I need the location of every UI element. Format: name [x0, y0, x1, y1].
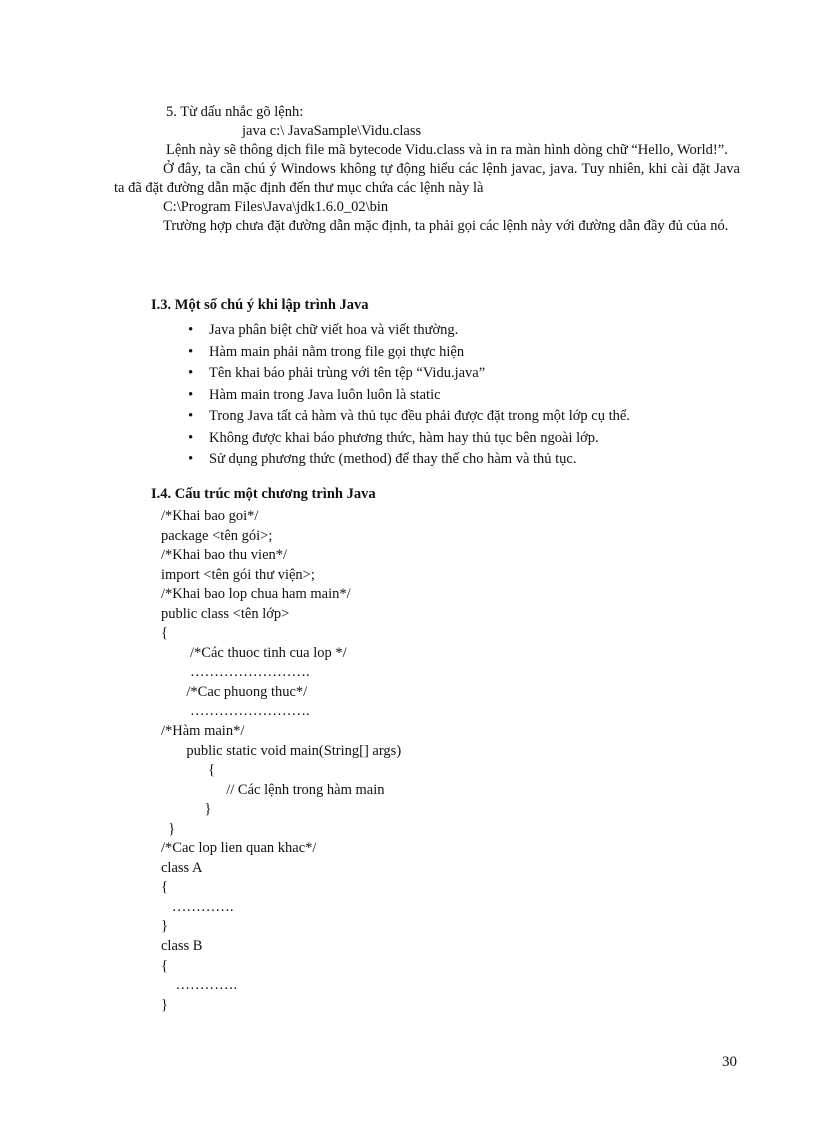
step5-command: java c:\ JavaSample\Vidu.class: [242, 123, 422, 139]
code-line: }: [161, 918, 168, 935]
step5-note: Ở đây, ta cần chú ý Windows không tự động hiểu các lệnh javac, java. Tuy nhiên, khi cài đặt Java ta đã đặt đường dẫn mặc định đến thư mục chứa các lệnh này là: [114, 161, 740, 196]
code-line: …………………….: [161, 664, 310, 681]
page-number: 30: [722, 1054, 737, 1070]
section-i3-heading: I.3. Một số chú ý khi lập trình Java: [151, 297, 369, 313]
code-line: class B: [161, 938, 203, 955]
list-item: • Trong Java tất cả hàm và thủ tục đều phải được đặt trong một lớp cụ thể.: [188, 406, 630, 428]
code-line: }: [161, 996, 168, 1013]
step5-block: [114, 103, 740, 236]
code-line: }: [161, 801, 212, 818]
code-line: // Các lệnh trong hàm main: [161, 781, 385, 798]
code-line: {: [161, 879, 168, 896]
list-item: • Hàm main trong Java luôn luôn là static: [188, 385, 630, 407]
list-item: • Sử dụng phương thức (method) để thay thế cho hàm và thủ tục.: [188, 449, 630, 471]
step5-fallback: Trường hợp chưa đặt đường dẫn mặc định, ta phải gọi các lệnh này với đường dẫn đầy đủ của nó.: [163, 218, 729, 234]
code-line: /*Khai bao lop chua ham main*/: [161, 586, 351, 603]
code-line: }: [161, 820, 176, 837]
code-line: …………………….: [161, 703, 310, 720]
code-line: /*Khai bao thu vien*/: [161, 547, 288, 564]
list-item: • Hàm main phải nằm trong file gọi thực hiện: [188, 342, 630, 364]
section-i3-bullet-list: [188, 320, 630, 471]
code-line: package <tên gói>;: [161, 527, 273, 544]
code-line: {: [161, 957, 168, 974]
step5-explain: Lệnh này sẽ thông dịch file mã bytecode Vidu.class và in ra màn hình dòng chữ “Hello, World!”.: [166, 142, 728, 158]
code-line: public class <tên lớp>: [161, 605, 290, 622]
code-line: {: [161, 625, 168, 642]
code-line: {: [161, 762, 216, 779]
code-line: class A: [161, 859, 203, 876]
code-line: public static void main(String[] args): [161, 742, 402, 759]
code-line: import <tên gói thư viện>;: [161, 566, 315, 583]
step5-path: C:\Program Files\Java\jdk1.6.0_02\bin: [163, 199, 389, 215]
code-line: /*Cac phuong thuc*/: [161, 683, 308, 700]
code-line: /*Các thuoc tinh cua lop */: [161, 644, 347, 661]
code-listing: [161, 507, 401, 1015]
code-line: ………….: [161, 977, 238, 994]
list-item: • Java phân biệt chữ viết hoa và viết thường.: [188, 320, 630, 342]
code-line: /*Khai bao goi*/: [161, 508, 259, 524]
list-item: • Không được khai báo phương thức, hàm hay thủ tục bên ngoài lớp.: [188, 428, 630, 450]
step5-intro: 5. Từ dấu nhắc gõ lệnh:: [166, 104, 304, 120]
code-line: /*Cac lop lien quan khac*/: [161, 840, 317, 857]
code-line: ………….: [161, 898, 234, 915]
list-item: • Tên khai báo phải trùng với tên tệp “Vidu.java”: [188, 363, 630, 385]
section-i4-heading: I.4. Cấu trúc một chương trình Java: [151, 486, 376, 502]
code-line: /*Hàm main*/: [161, 723, 245, 740]
